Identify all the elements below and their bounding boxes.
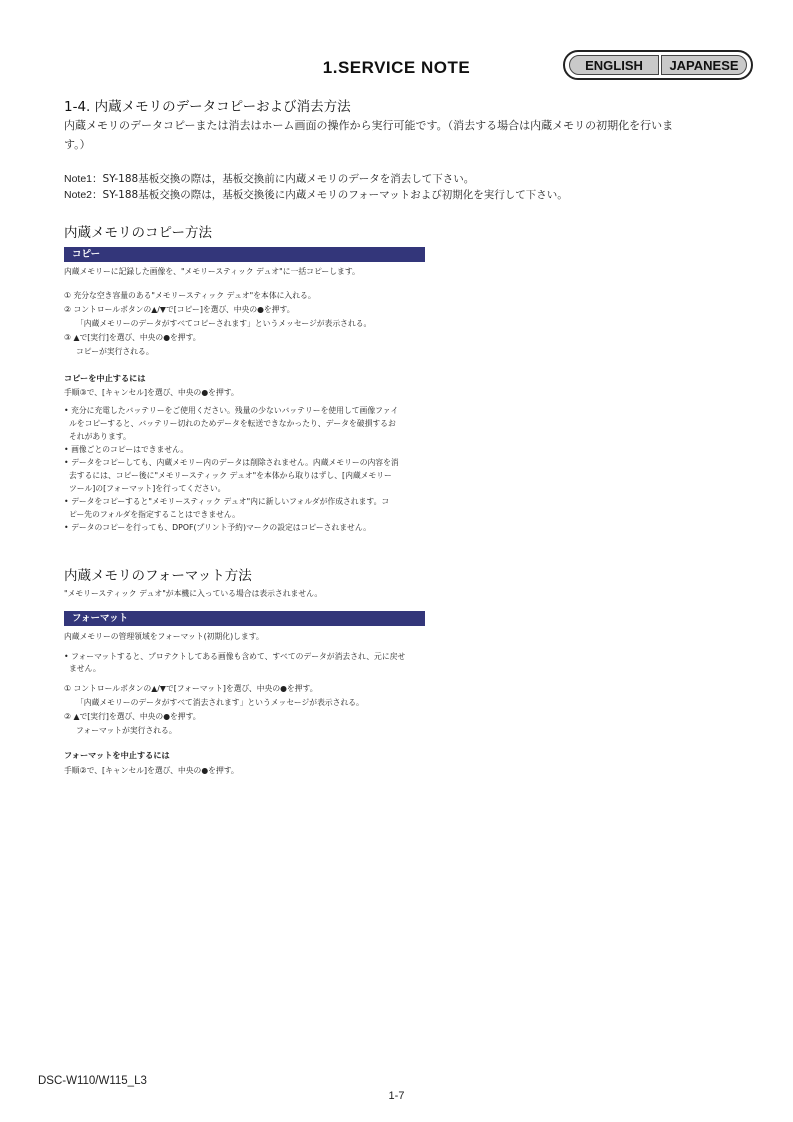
- model-number: DSC-W110/W115_L3: [38, 1075, 147, 1087]
- copy-bullet-5: • データのコピーを行っても、DPOF(プリント予約)マークの設定はコピーされません。: [64, 523, 371, 532]
- format-cancel-heading: フォーマットを中止するには: [64, 750, 170, 760]
- format-step-1: ① コントロールボタンの▲/▼で[フォーマット]を選び、中央の●を押す。: [64, 684, 318, 693]
- language-switch: [563, 50, 753, 80]
- format-heading: 内蔵メモリのフォーマット方法: [64, 568, 252, 584]
- english-button[interactable]: ENGLISH: [569, 55, 659, 75]
- format-note: "メモリースティック デュオ"が本機に入っている場合は表示されません。: [64, 589, 323, 598]
- copy-step-3-sub: コピーが実行される。: [76, 347, 154, 356]
- section-heading: 1-4. 内蔵メモリのデータコピーおよび消去方法: [64, 99, 351, 115]
- copy-step-1: ① 充分な空き容量のある"メモリースティック デュオ"を本体に入れる。: [64, 291, 316, 300]
- copy-bullet-2: • 画像ごとのコピーはできません。: [64, 445, 189, 454]
- copy-step-2: ② コントロールボタンの▲/▼で[コピー]を選び、中央の●を押す。: [64, 305, 295, 314]
- note-2-label: Note2：: [64, 189, 103, 201]
- copy-intro: 内蔵メモリーに記録した画像を、"メモリースティック デュオ"に一括コピーします。: [64, 267, 360, 276]
- copy-bullet-3-line-3: ツール]の[フォーマット]を行ってください。: [69, 484, 226, 493]
- copy-bullet-1-line-3: それがあります。: [69, 432, 131, 441]
- note-1: [64, 171, 474, 186]
- note-2-text: SY-188基板交換の際は，基板交換後に内蔵メモリのフォーマットおよび初期化を実行して下さい。: [102, 189, 568, 201]
- copy-bullet-3-line-2: 去するには、コピー後に"メモリースティック デュオ"を本体から取りはずし、[内蔵メモリー: [69, 471, 392, 480]
- format-warning-line-1: • フォーマットすると、プロテクトしてある画像も含めて、すべてのデータが消去され、元に戻せ: [64, 652, 406, 661]
- format-step-1-sub: 「内蔵メモリーのデータがすべて消去されます」というメッセージが表示される。: [76, 698, 364, 707]
- section-intro-line-1: 内蔵メモリのデータコピーまたは消去はホーム画面の操作から実行可能です。（消去する場合は内蔵メモリの初期化を行いま: [64, 119, 674, 132]
- copy-bullet-4-line-1: • データをコピーすると"メモリースティック デュオ"内に新しいフォルダが作成されます。コ: [64, 497, 390, 506]
- copy-step-2-sub: 「内蔵メモリーのデータがすべてコピーされます」というメッセージが表示される。: [76, 319, 372, 328]
- copy-step-3: ③ ▲で[実行]を選び、中央の●を押す。: [64, 333, 201, 342]
- copy-bullet-3-line-1: • データをコピーしても、内蔵メモリー内のデータは削除されません。内蔵メモリーの内容を消: [64, 458, 399, 467]
- format-step-2-sub: フォーマットが実行される。: [76, 726, 177, 735]
- page-title: 1.SERVICE NOTE: [322, 58, 471, 77]
- note-1-label: Note1：: [64, 173, 103, 185]
- japanese-button[interactable]: JAPANESE: [661, 55, 747, 75]
- copy-cancel-text: 手順③で、[キャンセル]を選び、中央の●を押す。: [64, 388, 239, 397]
- format-step-2: ② ▲で[実行]を選び、中央の●を押す。: [64, 712, 201, 721]
- format-cancel-text: 手順②で、[キャンセル]を選び、中央の●を押す。: [64, 766, 239, 775]
- section-intro-line-2: す。）: [64, 138, 91, 151]
- copy-bullet-4-line-2: ピー先のフォルダを指定することはできません。: [69, 510, 240, 519]
- copy-bar: コピー: [64, 247, 425, 262]
- format-intro: 内蔵メモリーの管理領域をフォーマット(初期化)します。: [64, 632, 264, 641]
- note-2: [64, 187, 568, 202]
- page-number: 1-7: [388, 1090, 405, 1102]
- copy-heading: 内蔵メモリのコピー方法: [64, 225, 212, 241]
- section-intro: [64, 116, 739, 154]
- note-1-text: SY-188基板交換の際は，基板交換前に内蔵メモリのデータを消去して下さい。: [102, 173, 475, 185]
- copy-cancel-heading: コピーを中止するには: [64, 373, 146, 383]
- copy-bullet-1-line-1: • 充分に充電したバッテリーをご使用ください。残量の少ないバッテリーを使用して画像ファイ: [64, 406, 399, 415]
- copy-bullet-1-line-2: ルをコピーすると、バッテリー切れのためデータを転送できなかったり、データを破損するお: [69, 419, 396, 428]
- format-warning-line-2: ません。: [69, 664, 101, 673]
- format-bar: フォーマット: [64, 611, 425, 626]
